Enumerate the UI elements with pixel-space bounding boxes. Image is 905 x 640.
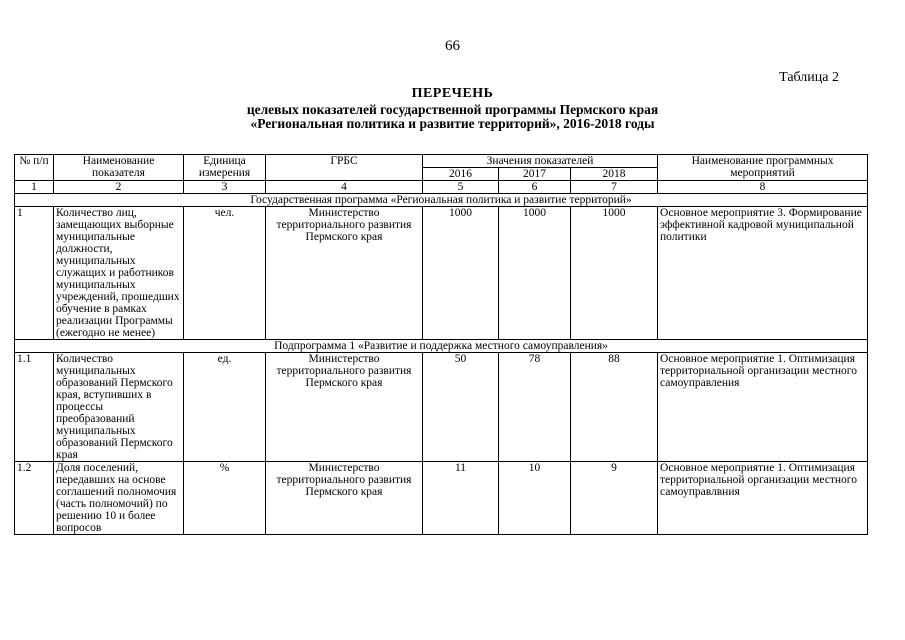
row-grbs: Министерство территориального развития Пермского края xyxy=(266,462,423,535)
row-num: 1.2 xyxy=(15,462,54,535)
header-num: № п/п xyxy=(15,155,54,181)
col-number: 3 xyxy=(184,181,266,194)
header-year-2017: 2017 xyxy=(499,168,571,181)
row-num: 1.1 xyxy=(15,353,54,462)
header-grbs: ГРБС xyxy=(266,155,423,181)
document-title: ПЕРЕЧЕНЬ xyxy=(411,86,494,101)
indicators-table xyxy=(14,154,868,535)
row-unit: ед. xyxy=(184,353,266,462)
document-subtitle xyxy=(0,103,905,131)
table-label: Таблица 2 xyxy=(779,70,839,85)
row-indicator-name: Доля поселений, передавших на основе соглашений полномочия (часть полномочий) по решению 10 и более вопросов xyxy=(54,462,184,535)
subtitle-line-2: «Региональная политика и развитие территорий», 2016-2018 годы xyxy=(250,116,655,131)
header-row xyxy=(15,155,868,168)
row-indicator-name: Количество муниципальных образований Пермского края, вступивших в процессы преобразований муниципальных образований Пермского края xyxy=(54,353,184,462)
header-year-2016: 2016 xyxy=(423,168,499,181)
section-row-subprogram xyxy=(15,340,868,353)
header-name: Наименование показателя xyxy=(54,155,184,181)
column-numbers-row xyxy=(15,181,868,194)
row-unit: чел. xyxy=(184,207,266,340)
row-value-2018: 1000 xyxy=(571,207,658,340)
section-title: Подпрограмма 1 «Развитие и поддержка местного самоуправления» xyxy=(15,340,868,353)
table-row xyxy=(15,353,868,462)
row-value-2018: 88 xyxy=(571,353,658,462)
row-unit: % xyxy=(184,462,266,535)
page-number: 66 xyxy=(445,38,460,54)
header-unit: Единица измерения xyxy=(184,155,266,181)
col-number: 8 xyxy=(658,181,868,194)
row-indicator-name: Количество лиц, замещающих выборные муниципальные должности, муниципальных служащих и работников муниципальных учреждений, прошедших обучение в рамках реализации Программы (ежегодно не менее) xyxy=(54,207,184,340)
table-row xyxy=(15,207,868,340)
row-value-2016: 1000 xyxy=(423,207,499,340)
row-num: 1 xyxy=(15,207,54,340)
col-number: 7 xyxy=(571,181,658,194)
col-number: 1 xyxy=(15,181,54,194)
col-number: 6 xyxy=(499,181,571,194)
row-value-2017: 78 xyxy=(499,353,571,462)
table-row xyxy=(15,462,868,535)
col-number: 2 xyxy=(54,181,184,194)
row-activity: Основное мероприятие 1. Оптимизация территориальной организации местного самоуправления xyxy=(658,353,868,462)
row-grbs: Министерство территориального развития Пермского края xyxy=(266,353,423,462)
subtitle-line-1: целевых показателей государственной программы Пермского края xyxy=(246,102,659,117)
header-year-2018: 2018 xyxy=(571,168,658,181)
row-grbs: Министерство территориального развития Пермского края xyxy=(266,207,423,340)
col-number: 5 xyxy=(423,181,499,194)
col-number: 4 xyxy=(266,181,423,194)
row-value-2017: 1000 xyxy=(499,207,571,340)
row-value-2018: 9 xyxy=(571,462,658,535)
section-title: Государственная программа «Региональная политика и развитие территорий» xyxy=(15,194,868,207)
header-values: Значения показателей xyxy=(423,155,658,168)
header-activities: Наименование программных мероприятий xyxy=(658,155,868,181)
row-value-2016: 11 xyxy=(423,462,499,535)
row-value-2017: 10 xyxy=(499,462,571,535)
row-value-2016: 50 xyxy=(423,353,499,462)
row-activity: Основное мероприятие 1. Оптимизация территориальной организации местного самоуправлвния xyxy=(658,462,868,535)
row-activity: Основное мероприятие 3. Формирование эффективной кадровой муниципальной политики xyxy=(658,207,868,340)
section-row-program xyxy=(15,194,868,207)
